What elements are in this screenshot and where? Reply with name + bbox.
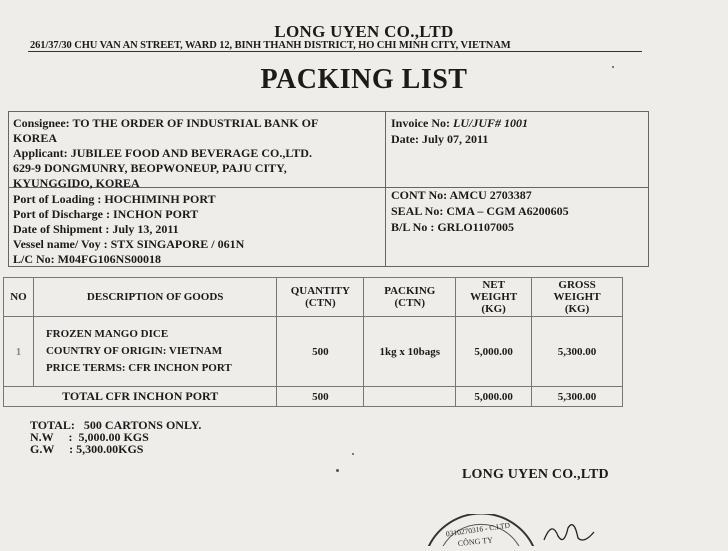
- totals-summary: [30, 419, 201, 455]
- header-packing: [364, 278, 456, 317]
- date-value: July 07, 2011: [421, 132, 489, 146]
- loading-label: Port of Loading :: [13, 192, 102, 206]
- header-net-weight: [456, 278, 532, 317]
- header-packing-line-2: (CTN): [394, 297, 426, 309]
- applicant-line-3: KYUNGGIDO, KOREA: [13, 176, 140, 190]
- lc-number: [13, 252, 161, 267]
- shipdate-label: Date of Shipment :: [13, 222, 110, 236]
- scan-speck: [612, 66, 614, 68]
- header-gross-line-1: GROSS: [558, 279, 596, 291]
- scan-speck: [352, 453, 354, 455]
- discharge-label: Port of Discharge :: [13, 207, 110, 221]
- summary-net-weight: N.W : 5,000.00 KGS: [30, 430, 149, 444]
- shipment-info-box: [8, 111, 649, 267]
- header-net-line-1: NET: [482, 279, 505, 291]
- row-quantity: 500: [277, 317, 364, 387]
- row-packing: 1kg x 10bags: [364, 317, 456, 387]
- total-label: TOTAL CFR INCHON PORT: [4, 387, 277, 407]
- applicant-line-2: 629-9 DONGMUNRY, BEOPWONEUP, PAJU CITY,: [13, 161, 287, 175]
- table-row: [4, 317, 623, 387]
- total-gross-weight: 5,300.00: [532, 387, 623, 407]
- row-no: 1: [4, 317, 34, 387]
- lc-label: L/C No:: [13, 252, 55, 266]
- vessel-name: [13, 237, 244, 252]
- company-address: 261/37/30 CHU VAN AN STREET, WARD 12, BINH THANH DISTRICT, HO CHI MINH CITY, VIETNAM: [30, 40, 511, 51]
- handwritten-signature: [544, 525, 594, 540]
- header-description: DESCRIPTION OF GOODS: [33, 278, 276, 317]
- row-net-weight: 5,000.00: [456, 317, 532, 387]
- goods-table: [3, 277, 623, 407]
- cont-value: AMCU 2703387: [449, 188, 532, 202]
- desc-line-2: COUNTRY OF ORIGIN: VIETNAM: [45, 345, 223, 357]
- invoice-number: [391, 116, 528, 131]
- signature-company: LONG UYEN CO.,LTD: [462, 467, 609, 482]
- consignee-value: TO THE ORDER OF INDUSTRIAL BANK OF: [72, 116, 319, 130]
- consignee-line-1: [13, 116, 318, 131]
- stamp-text: 0310270316 - C.LTD: [445, 520, 511, 539]
- seal-label: SEAL No:: [391, 204, 444, 218]
- desc-line-3: PRICE TERMS: CFR INCHON PORT: [45, 362, 232, 374]
- date-label: Date:: [391, 132, 419, 146]
- total-quantity: 500: [277, 387, 364, 407]
- header-net-line-2: WEIGHT: [470, 291, 518, 303]
- consignee-line-2: KOREA: [13, 131, 58, 145]
- info-divider-vertical: [385, 112, 386, 266]
- port-of-discharge: [13, 207, 198, 222]
- container-number: [391, 188, 532, 203]
- desc-line-1: FROZEN MANGO DICE: [45, 328, 169, 340]
- company-name: LONG UYEN CO.,LTD: [274, 22, 454, 41]
- stamp-seal-icon: [418, 514, 618, 546]
- address-underline: [28, 51, 642, 52]
- svg-text:CÔNG TY: CÔNG TY: [457, 535, 494, 546]
- header-net-line-3: (KG): [481, 303, 506, 315]
- header-gross-line-2: WEIGHT: [553, 291, 601, 303]
- invoice-value: LU/JUF# 1001: [453, 116, 528, 130]
- shipdate-value: July 13, 2011: [112, 222, 179, 236]
- invoice-label: Invoice No:: [391, 116, 450, 130]
- discharge-value: INCHON PORT: [112, 207, 199, 221]
- header-quantity: [277, 278, 364, 317]
- summary-gross-weight: G.W : 5,300.00KGS: [30, 442, 144, 456]
- row-description: [33, 317, 276, 387]
- row-gross-weight: 5,300.00: [532, 317, 623, 387]
- scan-speck: [336, 469, 339, 472]
- total-packing: [364, 387, 456, 407]
- applicant-line-1: [13, 146, 312, 161]
- loading-value: HOCHIMINH PORT: [104, 192, 216, 206]
- table-total-row: [4, 387, 623, 407]
- bl-value: GRLO1107005: [437, 220, 515, 234]
- bl-number: [391, 220, 514, 235]
- applicant-label: Applicant:: [13, 146, 68, 160]
- invoice-date: [391, 132, 488, 147]
- header-packing-line-1: PACKING: [384, 285, 436, 297]
- date-of-shipment: [13, 222, 179, 237]
- bl-label: B/L No :: [391, 220, 435, 234]
- header-gross-weight: [532, 278, 623, 317]
- vessel-label: Vessel name/ Voy :: [13, 237, 108, 251]
- seal-value: CMA – CGM A6200605: [446, 204, 569, 218]
- company-stamp: [418, 514, 618, 551]
- total-net-weight: 5,000.00: [456, 387, 532, 407]
- applicant-value: JUBILEE FOOD AND BEVERAGE CO.,LTD.: [70, 146, 312, 160]
- seal-number: [391, 204, 569, 219]
- header-gross-line-3: (KG): [564, 303, 590, 315]
- header-quantity-line-2: (CTN): [305, 297, 336, 309]
- header-quantity-line-1: QUANTITY: [290, 285, 351, 297]
- cont-label: CONT No:: [391, 188, 448, 202]
- port-of-loading: [13, 192, 216, 207]
- document-title: PACKING LIST: [260, 64, 468, 95]
- consignee-label: Consignee:: [13, 116, 70, 130]
- vessel-value: STX SINGAPORE / 061N: [110, 237, 245, 251]
- lc-value: M04FG106NS00018: [57, 252, 162, 266]
- header-no: NO: [4, 278, 34, 317]
- table-header-row: [4, 278, 623, 317]
- summary-total-cartons: TOTAL: 500 CARTONS ONLY.: [30, 418, 202, 432]
